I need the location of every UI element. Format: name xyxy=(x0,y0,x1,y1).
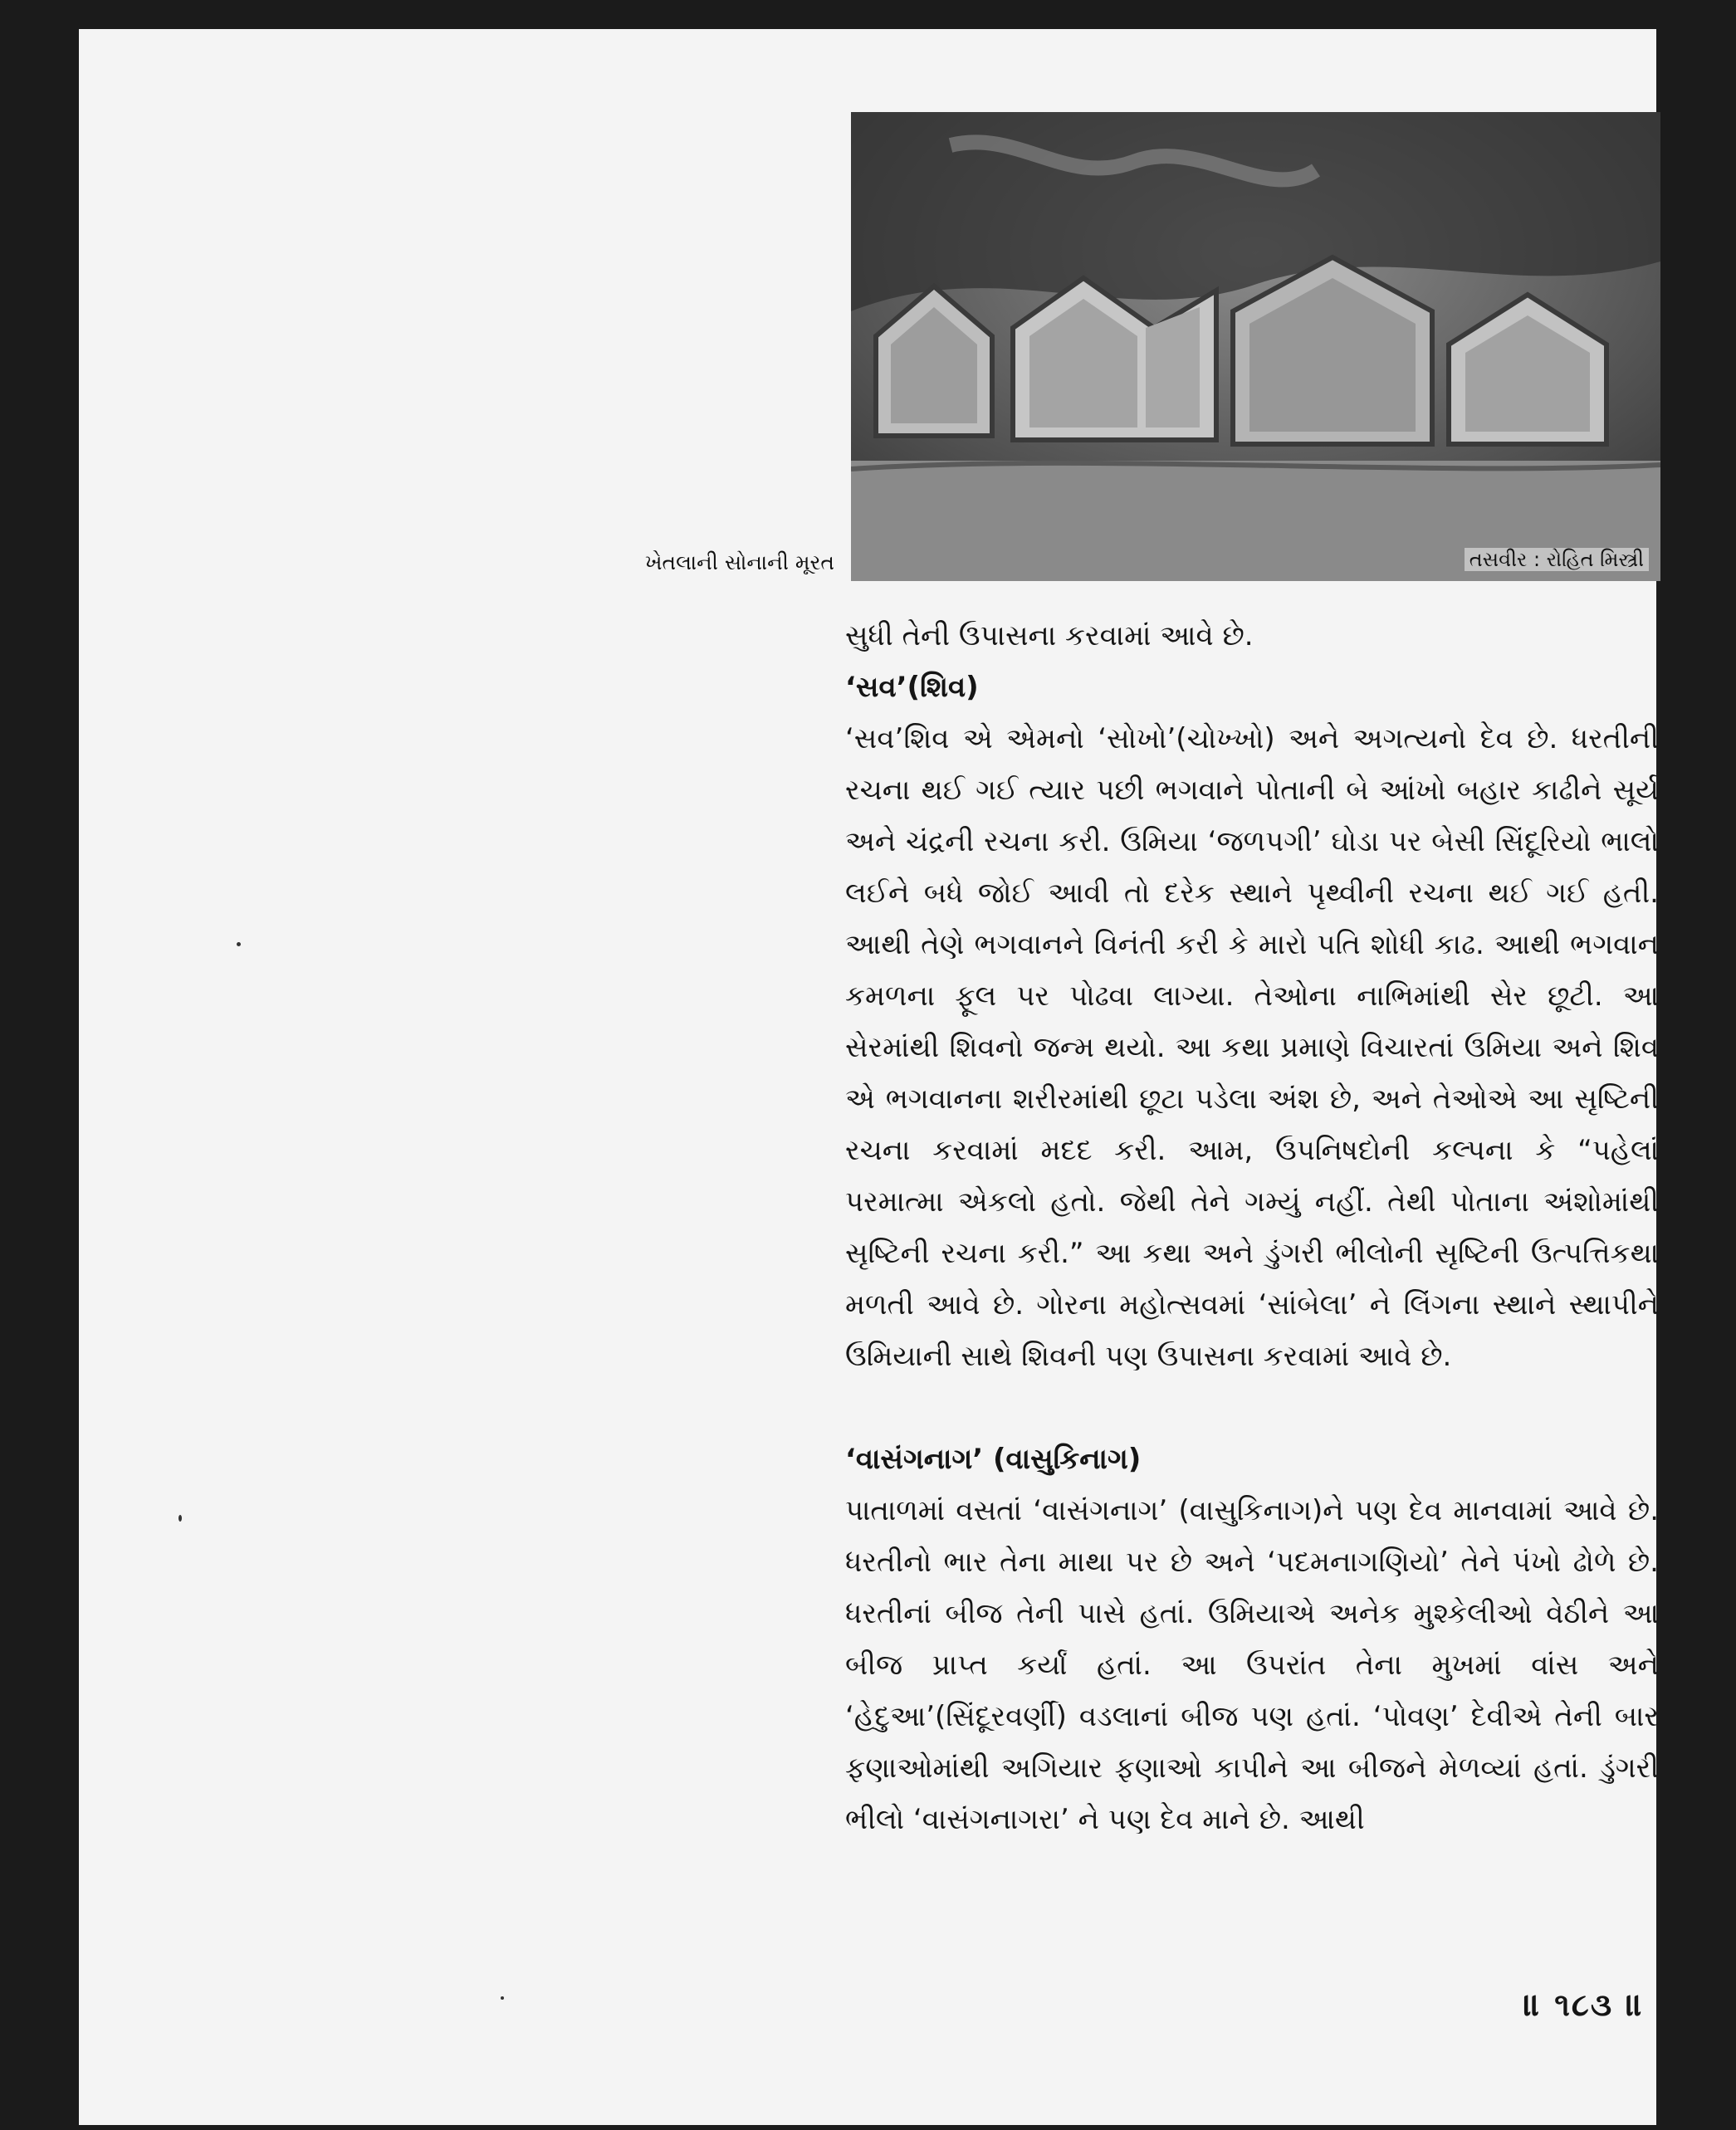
section-heading-shiv: ‘સવ’(શિવ) xyxy=(845,671,979,704)
photo-image xyxy=(851,112,1660,581)
paragraph-gap xyxy=(845,1382,1659,1434)
page-number: ॥ ૧૮૩ ॥ xyxy=(1523,1986,1645,2023)
page xyxy=(79,29,1659,2125)
photo-credit: તસવીર : રોહિત મિસ્ત્રી xyxy=(1465,548,1649,571)
paragraph-intro: સુધી તેની ઉપાસના કરવામાં આવે છે. xyxy=(845,619,1254,652)
dust-speck xyxy=(178,1515,182,1522)
paragraph-shiv: ‘સવ’શિવ એ એમનો ‘સોખો’(ચોખ્ખો) અને અગત્યનો દેવ છે. ધરતીની રચના થઈ ગઈ ત્યાર પછી ભગવાને પોતાની બે આંખો બહાર કાઢીને સૂર્ય અને ચંદ્રની રચના કરી. ઉમિયા ‘જળપગી’ ઘોડા પર બેસી સિંદૂરિયો ભાલો લઈને બધે જોઈ આવી તો દરેક સ્થાને પૃથ્વીની રચના થઈ ગઈ હતી. આથી તેણે ભગવાનને વિનંતી કરી કે મારો પતિ શોધી કાઢ. આથી ભગવાન કમળના ફૂલ પર પોઢવા લાગ્યા. તેઓના નાભિમાંથી સેર છૂટી. આ સેરમાંથી શિવનો જન્મ થયો. આ કથા પ્રમાણે વિચારતાં ઉમિયા અને શિવ એ ભગવાનના શરીરમાંથી છૂટા પડેલા અંશ છે, અને તેઓએ આ સૃષ્ટિની રચના કરવામાં મદદ કરી. આમ, ઉપનિષદોની કલ્પના કે “પહેલાં પરમાત્મા એકલો હતો. જેથી તેને ગમ્યું નહીં. તેથી પોતાના અંશોમાંથી સૃષ્ટિની રચના કરી.” આ કથા અને ડુંગરી ભીલોની સૃષ્ટિની ઉત્પત્તિકથા મળતી આવે છે. ગોરના મહોત્સવમાં ‘સાંબેલા’ ને લિંગના સ્થાને સ્થાપીને ઉમિયાની સાથે શિવની પણ ઉપાસના કરવામાં આવે છે. xyxy=(845,722,1659,1373)
body-text xyxy=(845,610,1659,1845)
dust-speck xyxy=(501,1996,504,2000)
photo-caption: ખેતલાની સોનાની મૂરત xyxy=(645,550,834,574)
section-heading-vasuki: ‘વાસંગનાગ’ (વાસુકિનાગ) xyxy=(845,1443,1142,1476)
photo-khetla-golden-idols xyxy=(851,112,1660,581)
dust-speck xyxy=(237,942,241,946)
paragraph-vasuki: પાતાળમાં વસતાં ‘વાસંગનાગ’ (વાસુકિનાગ)ને પણ દેવ માનવામાં આવે છે. ધરતીનો ભાર તેના માથા પર છે અને ‘પદમનાગણિયો’ તેને પંખો ઢોળે છે. ધરતીનાં બીજ તેની પાસે હતાં. ઉમિયાએ અનેક મુશ્કેલીઓ વેઠીને આ બીજ પ્રાપ્ત કર્યાં હતાં. આ ઉપરાંત તેના મુખમાં વાંસ અને ‘હેદુઆ’(સિંદૂરવર્ણી) વડલાનાં બીજ પણ હતાં. ‘પોવણ’ દેવીએ તેની બાર ફણાઓમાંથી અગિયાર ફણાઓ કાપીને આ બીજને મેળવ્યાં હતાં. ડુંગરી ભીલો ‘વાસંગનાગરા’ ને પણ દેવ માને છે. આથી xyxy=(845,1494,1659,1836)
